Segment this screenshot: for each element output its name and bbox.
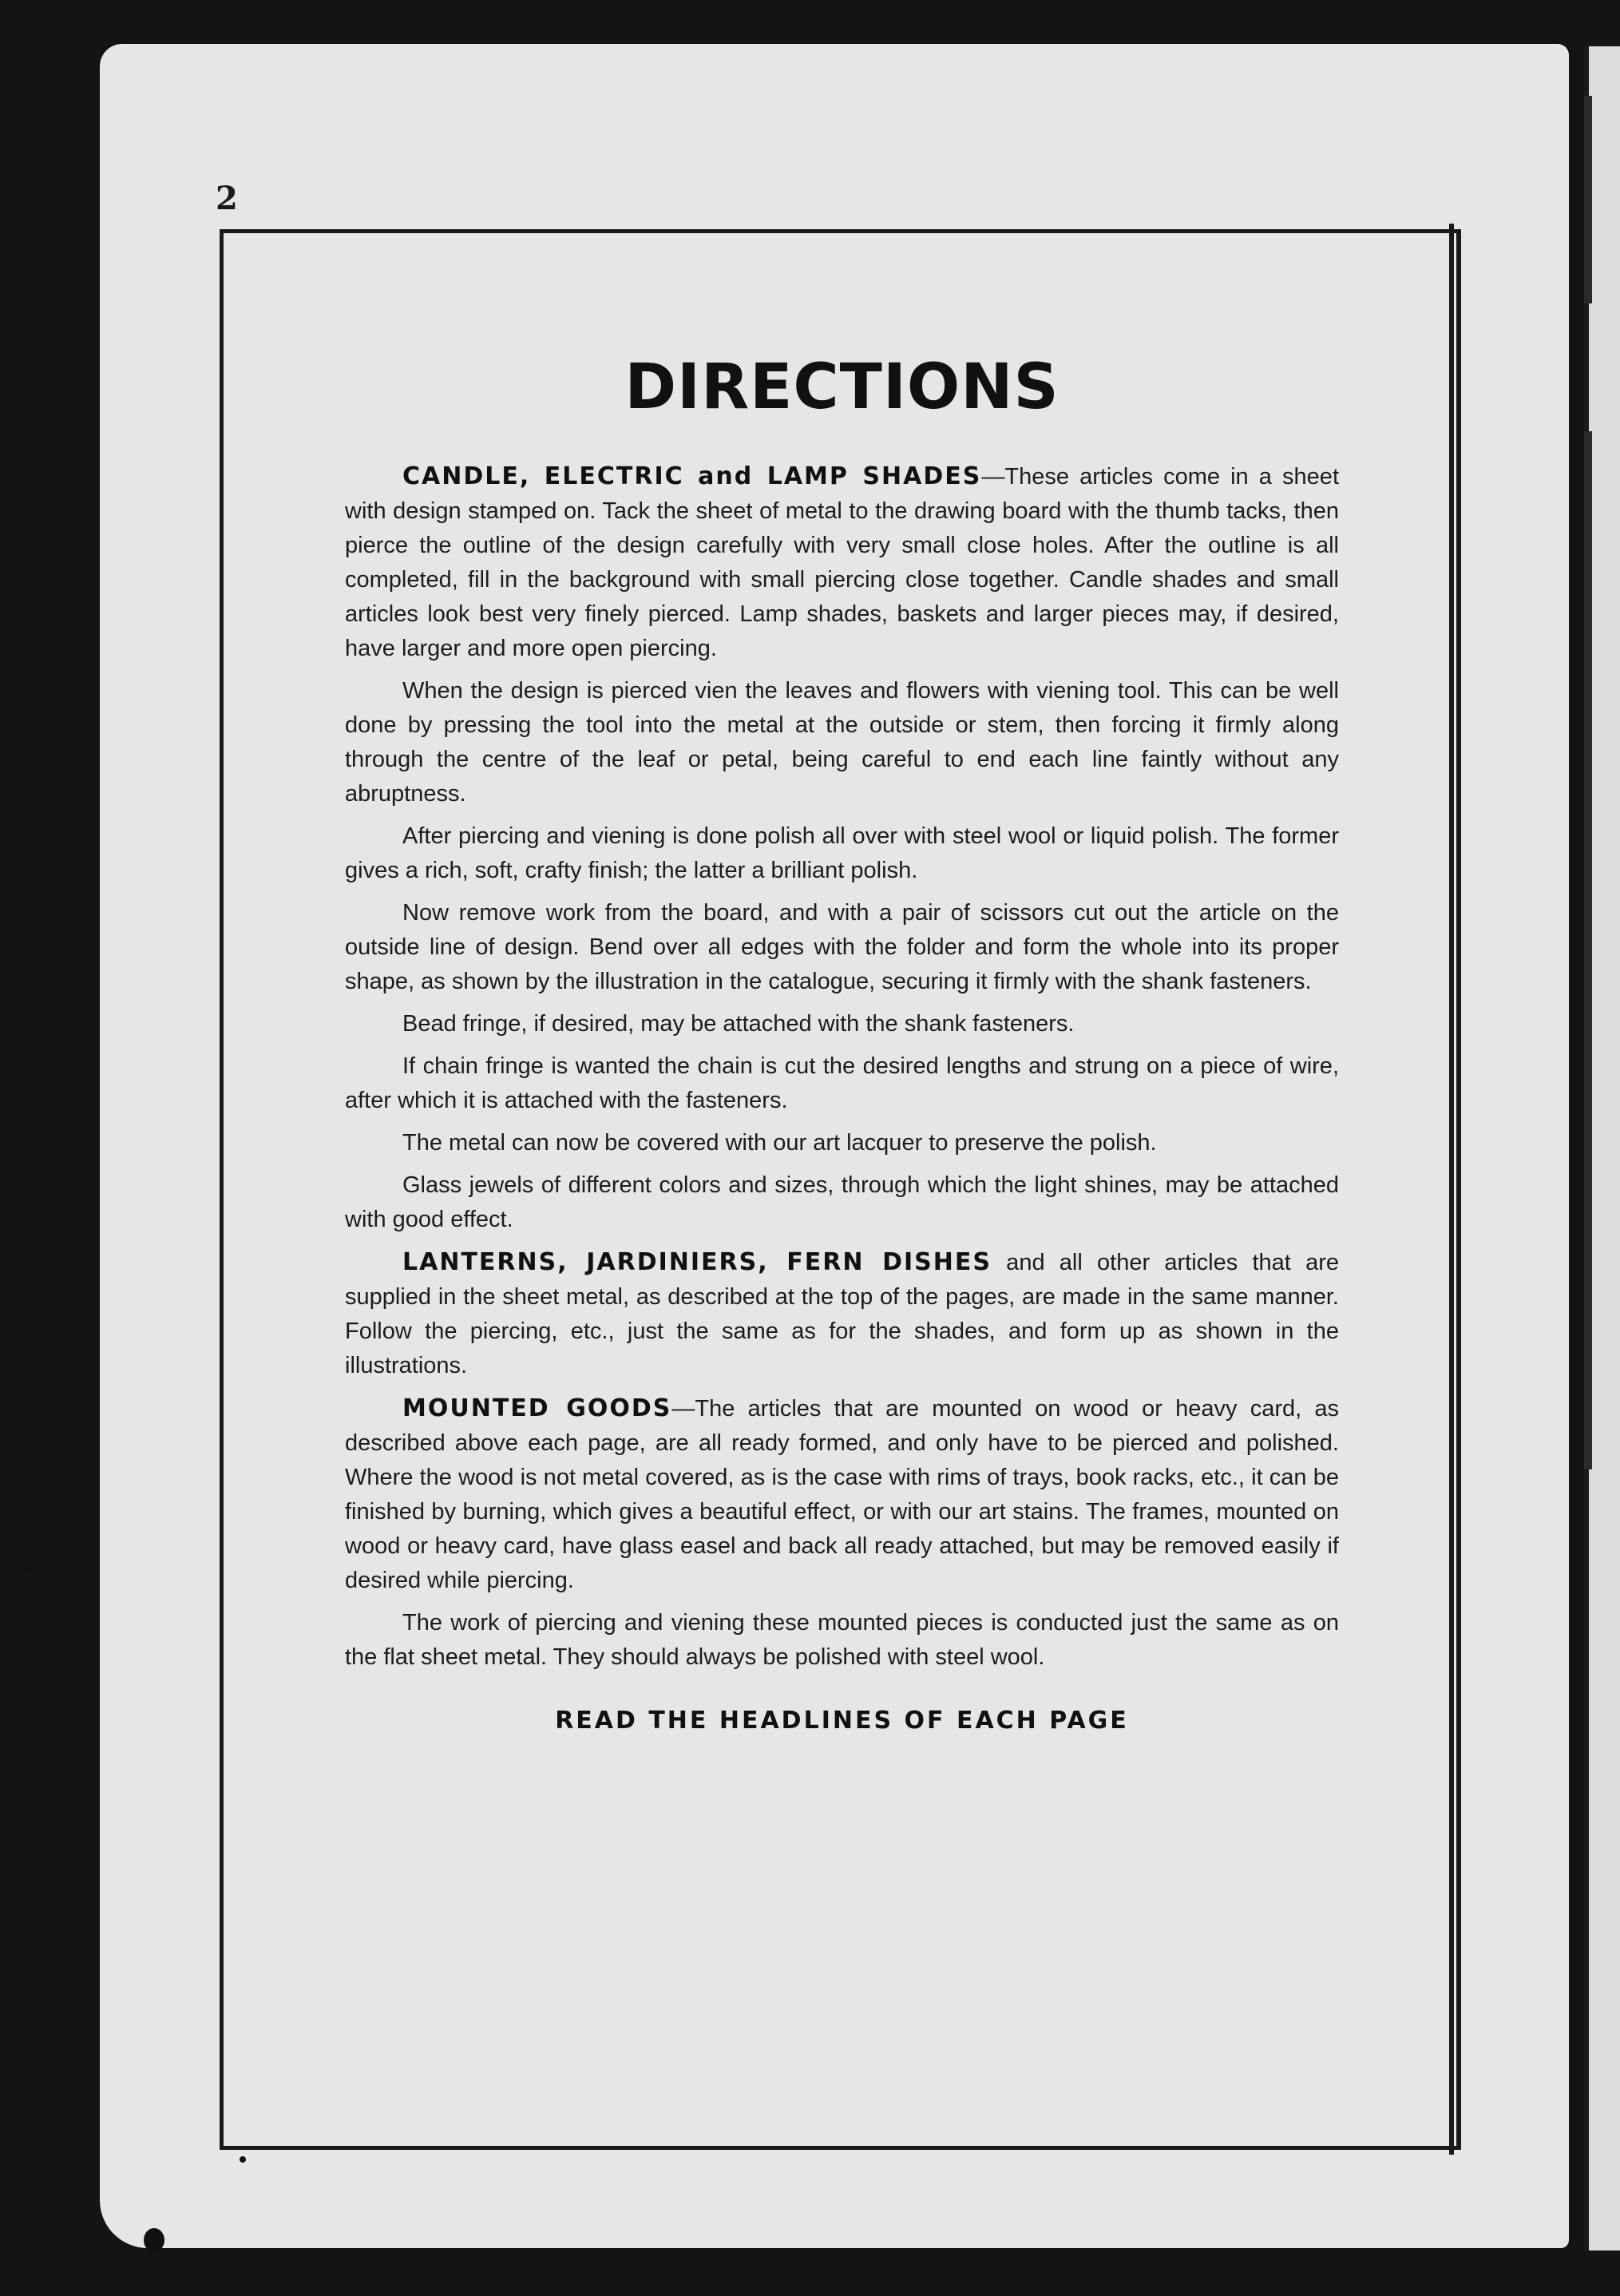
paragraph-shades bbox=[345, 459, 1339, 666]
paragraph-lanterns bbox=[345, 1245, 1339, 1383]
paragraph-lead: LANTERNS, JARDINIERS, FERN DISHES bbox=[402, 1248, 992, 1276]
paragraph-lead: MOUNTED GOODS bbox=[402, 1394, 672, 1422]
scan-speck bbox=[144, 2228, 164, 2252]
directions-content bbox=[345, 335, 1339, 1738]
paragraph-text: If chain fringe is wanted the chain is cut the desired lengths and strung on a piece of wire, after which it is attached with the fasteners. bbox=[345, 1053, 1339, 1113]
paragraph-text: Now remove work from the board, and with a pair of scissors cut out the article on the outside line of design. Bend over all edges with the folder and form the whole into its proper shape, as shown by the illustration in the catalogue, securing it firmly with the shank fasteners. bbox=[345, 900, 1339, 994]
paragraph-polishing bbox=[345, 819, 1339, 888]
paragraph-glass-jewels bbox=[345, 1168, 1339, 1237]
paragraph-text: —These articles come in a sheet with design stamped on. Tack the sheet of metal to the drawing board with the thumb tacks, then pierce the outline of the design carefully with very small close holes. After the outline is all completed, fill in the background with small piercing close together. Candle shades and small articles look best very finely pierced. Lamp shades, baskets and larger pieces may, if desired, have larger and more open piercing. bbox=[345, 464, 1339, 661]
paragraph-text: Glass jewels of different colors and sizes, through which the light shines, may be attached with good effect. bbox=[345, 1172, 1339, 1232]
paragraph-text: and all other articles that are supplied in the sheet metal, as described at the top of the pages, are made in the same manner. Follow the piercing, etc., just the same as for the shades, and form up as shown in the illustrations. bbox=[345, 1250, 1339, 1378]
paragraph-lead: CANDLE, ELECTRIC and LAMP SHADES bbox=[402, 462, 982, 490]
paragraph-mounted-goods bbox=[345, 1391, 1339, 1598]
paragraph-lacquer bbox=[345, 1126, 1339, 1160]
paragraph-chain-fringe bbox=[345, 1049, 1339, 1118]
paragraph-text: The work of piercing and viening these mounted pieces is conducted just the same as on the flat sheet metal. They should always be polished with steel wool. bbox=[345, 1610, 1339, 1670]
page-border-double-line bbox=[1449, 224, 1454, 2155]
paragraph-bead-fringe bbox=[345, 1007, 1339, 1041]
paragraph-text: When the design is pierced vien the leaves and flowers with viening tool. This can be well done by pressing the tool into the metal at the outside or stem, then forcing it firmly along through the centre of the leaf or petal, being careful to end each line faintly without any abruptness. bbox=[345, 678, 1339, 807]
page-heading: DIRECTIONS bbox=[624, 351, 1060, 423]
footer-note: READ THE HEADLINES OF EACH PAGE bbox=[555, 1707, 1129, 1735]
paragraph-text: The metal can now be covered with our art lacquer to preserve the polish. bbox=[402, 1130, 1157, 1156]
adjacent-page-shadow bbox=[1584, 96, 1592, 303]
adjacent-page-shadow bbox=[1584, 431, 1592, 1469]
paragraph-text: Bead fringe, if desired, may be attached with the shank fasteners. bbox=[402, 1011, 1075, 1037]
paragraph-text: —The articles that are mounted on wood or heavy card, as described above each page, are all ready formed, and only have to be pierced and polished. Where the wood is not metal covered, as is the case with rims of trays, book racks, etc., it can be finished by burning, which gives a beautiful effect, or with our art stains. The frames, mounted on wood or heavy card, have glass easel and back all ready attached, but may be removed easily if desired while piercing. bbox=[345, 1396, 1339, 1593]
paragraph-cutting bbox=[345, 896, 1339, 999]
paragraph-viening bbox=[345, 674, 1339, 811]
paragraph-mounted-pieces bbox=[345, 1606, 1339, 1675]
page-number: 2 bbox=[216, 180, 238, 217]
scan-speck bbox=[24, 1565, 34, 1573]
paragraph-text: After piercing and viening is done polish all over with steel wool or liquid polish. The former gives a rich, soft, crafty finish; the latter a brilliant polish. bbox=[345, 823, 1339, 883]
scan-speck bbox=[240, 2156, 246, 2163]
